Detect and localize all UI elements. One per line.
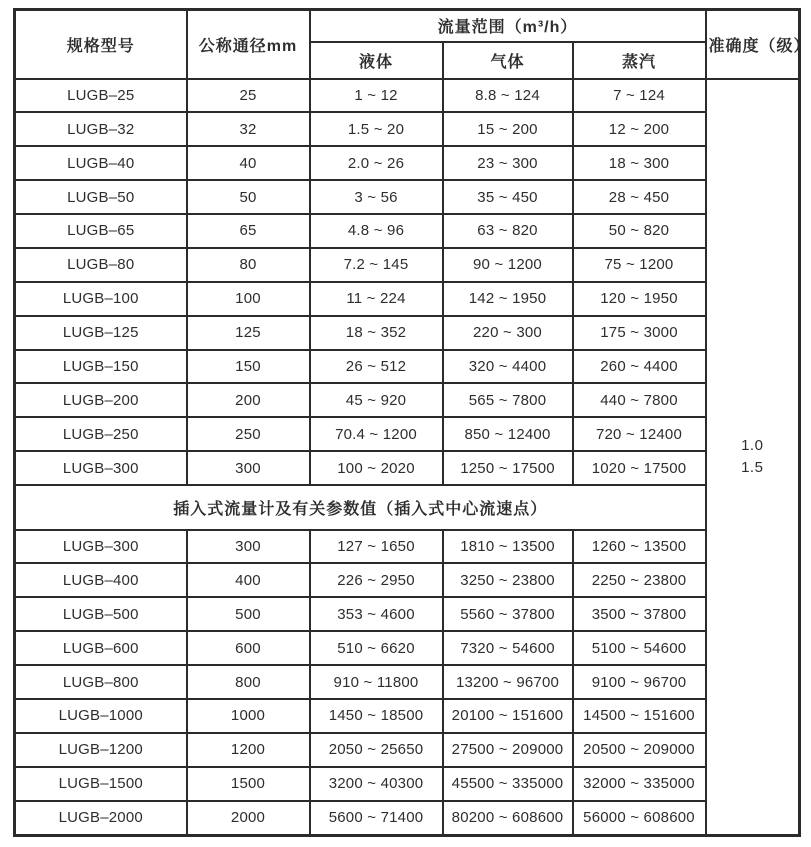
gas-cell: 35 ~ 450	[443, 180, 573, 214]
accuracy-value-cell	[706, 79, 800, 836]
steam-cell: 175 ~ 3000	[573, 316, 706, 350]
model-cell: LUGB–1500	[15, 767, 187, 801]
gas-cell: 565 ~ 7800	[443, 383, 573, 417]
steam-cell: 5100 ~ 54600	[573, 631, 706, 665]
liquid-cell: 11 ~ 224	[310, 282, 443, 316]
diameter-cell: 1500	[187, 767, 310, 801]
model-cell: LUGB–125	[15, 316, 187, 350]
table-row	[15, 146, 800, 180]
steam-cell: 75 ~ 1200	[573, 248, 706, 282]
steam-cell: 7 ~ 124	[573, 79, 706, 113]
model-cell: LUGB–100	[15, 282, 187, 316]
steam-cell: 20500 ~ 209000	[573, 733, 706, 767]
table-row	[15, 79, 800, 113]
diameter-cell: 1000	[187, 699, 310, 733]
liquid-cell: 70.4 ~ 1200	[310, 417, 443, 451]
diameter-cell: 250	[187, 417, 310, 451]
table-row	[15, 112, 800, 146]
liquid-cell: 226 ~ 2950	[310, 563, 443, 597]
liquid-cell: 100 ~ 2020	[310, 451, 443, 485]
diameter-cell: 32	[187, 112, 310, 146]
gas-cell: 320 ~ 4400	[443, 350, 573, 384]
diameter-cell: 40	[187, 146, 310, 180]
steam-cell: 120 ~ 1950	[573, 282, 706, 316]
table-row	[15, 597, 800, 631]
gas-cell: 5560 ~ 37800	[443, 597, 573, 631]
gas-cell: 27500 ~ 209000	[443, 733, 573, 767]
diameter-cell: 65	[187, 214, 310, 248]
model-cell: LUGB–65	[15, 214, 187, 248]
diameter-cell: 25	[187, 79, 310, 113]
gas-cell: 220 ~ 300	[443, 316, 573, 350]
table-row	[15, 383, 800, 417]
steam-cell: 440 ~ 7800	[573, 383, 706, 417]
liquid-cell: 4.8 ~ 96	[310, 214, 443, 248]
gas-cell: 13200 ~ 96700	[443, 665, 573, 699]
model-cell: LUGB–1200	[15, 733, 187, 767]
diameter-cell: 2000	[187, 801, 310, 836]
table-row	[15, 563, 800, 597]
liquid-cell: 3200 ~ 40300	[310, 767, 443, 801]
gas-cell: 80200 ~ 608600	[443, 801, 573, 836]
table-row	[15, 248, 800, 282]
liquid-cell: 1450 ~ 18500	[310, 699, 443, 733]
model-cell: LUGB–50	[15, 180, 187, 214]
steam-cell: 32000 ~ 335000	[573, 767, 706, 801]
gas-cell: 20100 ~ 151600	[443, 699, 573, 733]
liquid-cell: 7.2 ~ 145	[310, 248, 443, 282]
model-cell: LUGB–32	[15, 112, 187, 146]
model-cell: LUGB–150	[15, 350, 187, 384]
diameter-cell: 125	[187, 316, 310, 350]
diameter-cell: 600	[187, 631, 310, 665]
header-gas: 气体	[443, 42, 573, 79]
liquid-cell: 2050 ~ 25650	[310, 733, 443, 767]
diameter-cell: 200	[187, 383, 310, 417]
table-body	[15, 79, 800, 836]
model-cell: LUGB–200	[15, 383, 187, 417]
model-cell: LUGB–1000	[15, 699, 187, 733]
model-cell: LUGB–300	[15, 451, 187, 485]
accuracy-value: 1.5	[741, 458, 764, 476]
diameter-cell: 300	[187, 530, 310, 564]
model-cell: LUGB–80	[15, 248, 187, 282]
table-row	[15, 767, 800, 801]
gas-cell: 1250 ~ 17500	[443, 451, 573, 485]
diameter-cell: 80	[187, 248, 310, 282]
table-row	[15, 350, 800, 384]
liquid-cell: 5600 ~ 71400	[310, 801, 443, 836]
steam-cell: 2250 ~ 23800	[573, 563, 706, 597]
liquid-cell: 3 ~ 56	[310, 180, 443, 214]
diameter-cell: 100	[187, 282, 310, 316]
liquid-cell: 2.0 ~ 26	[310, 146, 443, 180]
model-cell: LUGB–25	[15, 79, 187, 113]
header-flow-range: 流量范围（m³/h）	[310, 10, 706, 42]
model-cell: LUGB–400	[15, 563, 187, 597]
header-liquid: 液体	[310, 42, 443, 79]
diameter-cell: 150	[187, 350, 310, 384]
table-row	[15, 631, 800, 665]
diameter-cell: 300	[187, 451, 310, 485]
gas-cell: 90 ~ 1200	[443, 248, 573, 282]
steam-cell: 1020 ~ 17500	[573, 451, 706, 485]
table-row	[15, 316, 800, 350]
model-cell: LUGB–300	[15, 530, 187, 564]
gas-cell: 63 ~ 820	[443, 214, 573, 248]
spec-table	[13, 8, 811, 837]
model-cell: LUGB–600	[15, 631, 187, 665]
steam-cell: 9100 ~ 96700	[573, 665, 706, 699]
gas-cell: 7320 ~ 54600	[443, 631, 573, 665]
steam-cell: 3500 ~ 37800	[573, 597, 706, 631]
gas-cell: 850 ~ 12400	[443, 417, 573, 451]
liquid-cell: 510 ~ 6620	[310, 631, 443, 665]
gas-cell: 45500 ~ 335000	[443, 767, 573, 801]
table-row	[15, 214, 800, 248]
steam-cell: 1260 ~ 13500	[573, 530, 706, 564]
gas-cell: 23 ~ 300	[443, 146, 573, 180]
model-cell: LUGB–2000	[15, 801, 187, 836]
diameter-cell: 1200	[187, 733, 310, 767]
section-separator-row	[15, 485, 800, 530]
steam-cell: 12 ~ 200	[573, 112, 706, 146]
header-diameter: 公称通径mm	[187, 10, 310, 79]
header-steam: 蒸汽	[573, 42, 706, 79]
steam-cell: 18 ~ 300	[573, 146, 706, 180]
table-row	[15, 282, 800, 316]
gas-cell: 1810 ~ 13500	[443, 530, 573, 564]
table-header	[15, 10, 811, 79]
diameter-cell: 400	[187, 563, 310, 597]
model-cell: LUGB–800	[15, 665, 187, 699]
table-row	[15, 451, 800, 485]
steam-cell: 28 ~ 450	[573, 180, 706, 214]
steam-cell: 14500 ~ 151600	[573, 699, 706, 733]
steam-cell: 720 ~ 12400	[573, 417, 706, 451]
liquid-cell: 910 ~ 11800	[310, 665, 443, 699]
table-row	[15, 530, 800, 564]
steam-cell: 260 ~ 4400	[573, 350, 706, 384]
diameter-cell: 500	[187, 597, 310, 631]
steam-cell: 56000 ~ 608600	[573, 801, 706, 836]
gas-cell: 142 ~ 1950	[443, 282, 573, 316]
model-cell: LUGB–40	[15, 146, 187, 180]
model-cell: LUGB–500	[15, 597, 187, 631]
section-separator: 插入式流量计及有关参数值（插入式中心流速点）	[15, 485, 706, 530]
header-accuracy: 准确度（级）	[706, 10, 800, 79]
table-row	[15, 665, 800, 699]
table-row	[15, 417, 800, 451]
model-cell: LUGB–250	[15, 417, 187, 451]
liquid-cell: 26 ~ 512	[310, 350, 443, 384]
liquid-cell: 1.5 ~ 20	[310, 112, 443, 146]
table-row	[15, 801, 800, 836]
gas-cell: 3250 ~ 23800	[443, 563, 573, 597]
gas-cell: 15 ~ 200	[443, 112, 573, 146]
header-row-1	[15, 10, 800, 42]
table-row	[15, 699, 800, 733]
steam-cell: 50 ~ 820	[573, 214, 706, 248]
accuracy-value: 1.0	[741, 437, 764, 454]
header-model: 规格型号	[15, 10, 187, 79]
liquid-cell: 1 ~ 12	[310, 79, 443, 113]
gas-cell: 8.8 ~ 124	[443, 79, 573, 113]
liquid-cell: 18 ~ 352	[310, 316, 443, 350]
diameter-cell: 50	[187, 180, 310, 214]
liquid-cell: 127 ~ 1650	[310, 530, 443, 564]
liquid-cell: 353 ~ 4600	[310, 597, 443, 631]
table-row	[15, 180, 800, 214]
liquid-cell: 45 ~ 920	[310, 383, 443, 417]
diameter-cell: 800	[187, 665, 310, 699]
table-row	[15, 733, 800, 767]
